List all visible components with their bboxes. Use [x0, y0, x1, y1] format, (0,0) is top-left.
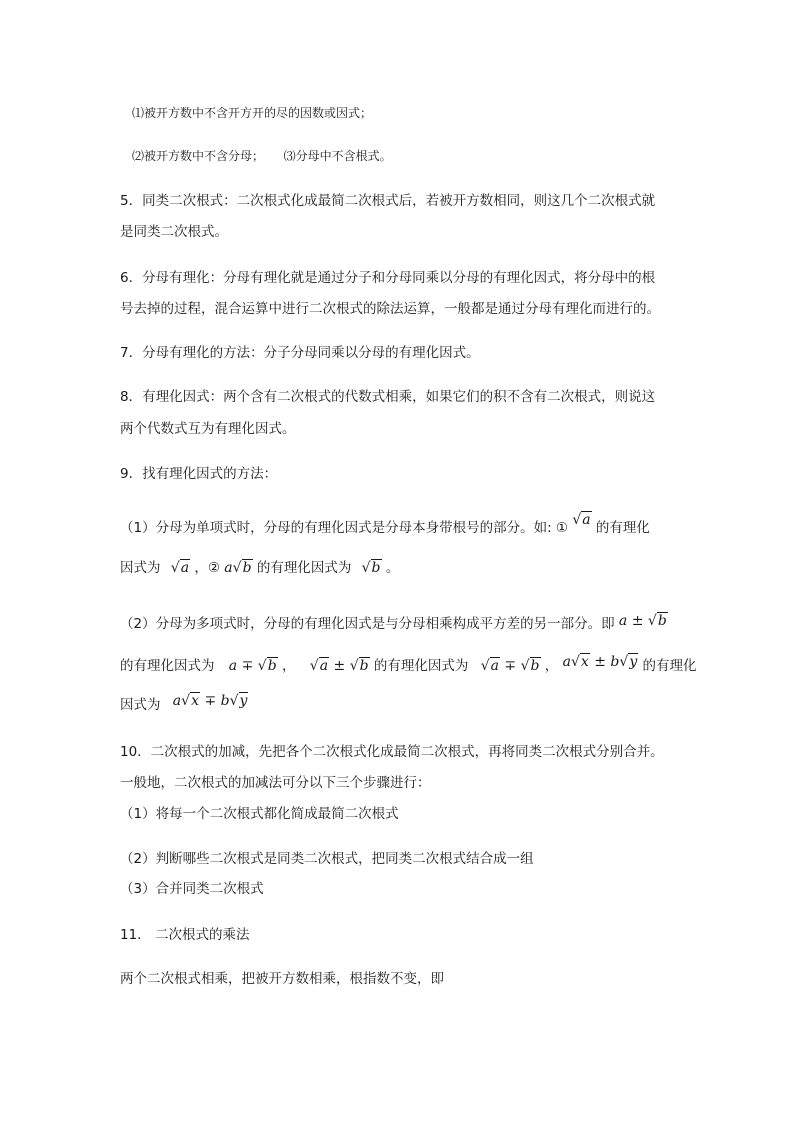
condition-2: ⑵被开方数中不含分母；	[132, 149, 265, 163]
a-mp-sqrt-b-formula: a ∓ √b	[228, 658, 277, 674]
sqrt-a-formula: √a	[572, 512, 591, 528]
item-8-line-1: 8．有理化因式：两个含有二次根式的代数式相乘，如果它们的积不含有二次根式，则说这	[120, 389, 656, 405]
item-9: 9．找有理化因式的方法：	[120, 466, 278, 482]
method-1-line-2: 因式为 √a ，② a√b 的有理化因式为 √b 。	[120, 560, 400, 576]
condition-3: ⑶分母中不含根式。	[283, 149, 392, 163]
method-2-line-1: （2）分母为多项式时，分母的有理化因式是与分母相乘构成平方差的另一部分。即 a ± √b	[120, 613, 667, 632]
item-5-line-2: 是同类二次根式。	[120, 224, 228, 240]
item-10-line-1: 10．二次根式的加减，先把各个二次根式化成最简二次根式，再将同类二次根式分别合并。	[120, 744, 664, 760]
condition-1: ⑴被开方数中不含开方开的尽的因数或因式；	[132, 106, 373, 120]
item-6-line-2: 号去掉的过程，混合运算中进行二次根式的除法运算，一般都是通过分母有理化而进行的。	[120, 301, 660, 317]
a-sqrt-x-pm-b-sqrt-y-formula: a√x ± b√y	[562, 654, 638, 670]
step-2: （2）判断哪些二次根式是同类二次根式，把同类二次根式结合成一组	[120, 851, 534, 867]
item-5-line-1: 5．同类二次根式：二次根式化成最简二次根式后，若被开方数相同，则这几个二次根式就	[120, 193, 656, 209]
step-3: （3）合并同类二次根式	[120, 881, 264, 897]
step-1: （1）将每一个二次根式都化简成最简二次根式	[120, 806, 399, 822]
a-pm-sqrt-b-formula: a ± √b	[618, 613, 667, 629]
method-1-suffix: 的有理化	[595, 520, 650, 536]
item-7: 7．分母有理化的方法：分子分母同乘以分母的有理化因式。	[120, 345, 480, 361]
item-11-text: 两个二次根式相乘，把被开方数相乘，根指数不变，即	[120, 971, 444, 987]
method-1-text: （1）分母为单项式时，分母的有理化因式是分母本身带根号的部分。如: ①	[120, 520, 569, 536]
item-11: 11． 二次根式的乘法	[120, 927, 250, 943]
a-sqrt-x-mp-b-sqrt-y-formula: a√x ∓ b√y	[172, 693, 248, 709]
sqrt-a-formula-2: √a	[170, 560, 190, 576]
sqrt-a-pm-sqrt-b-formula: √a ± √b	[309, 658, 369, 674]
method-2-line-3: 因式为 a√x ∓ b√y	[120, 693, 248, 713]
item-10-line-2: 一般地，二次根式的加减法可分以下三个步骤进行：	[120, 775, 431, 791]
method-2-line-2: 的有理化因式为 a ∓ √b ， √a ± √b 的有理化因式为 √a ∓ √b ， a√x ± b√y 的有理化	[120, 654, 697, 674]
method-1-line-1	[120, 512, 650, 538]
condition-2-3	[132, 146, 392, 166]
sqrt-b-formula: √b	[361, 560, 381, 576]
item-6-line-1: 6．分母有理化：分母有理化就是通过分子和分母同乘以分母的有理化因式，将分母中的根	[120, 270, 656, 286]
item-8-line-2: 两个代数式互为有理化因式。	[120, 421, 296, 437]
a-sqrt-b-formula: a√b	[224, 560, 252, 576]
sqrt-a-mp-sqrt-b-formula: √a ∓ √b	[480, 658, 540, 674]
